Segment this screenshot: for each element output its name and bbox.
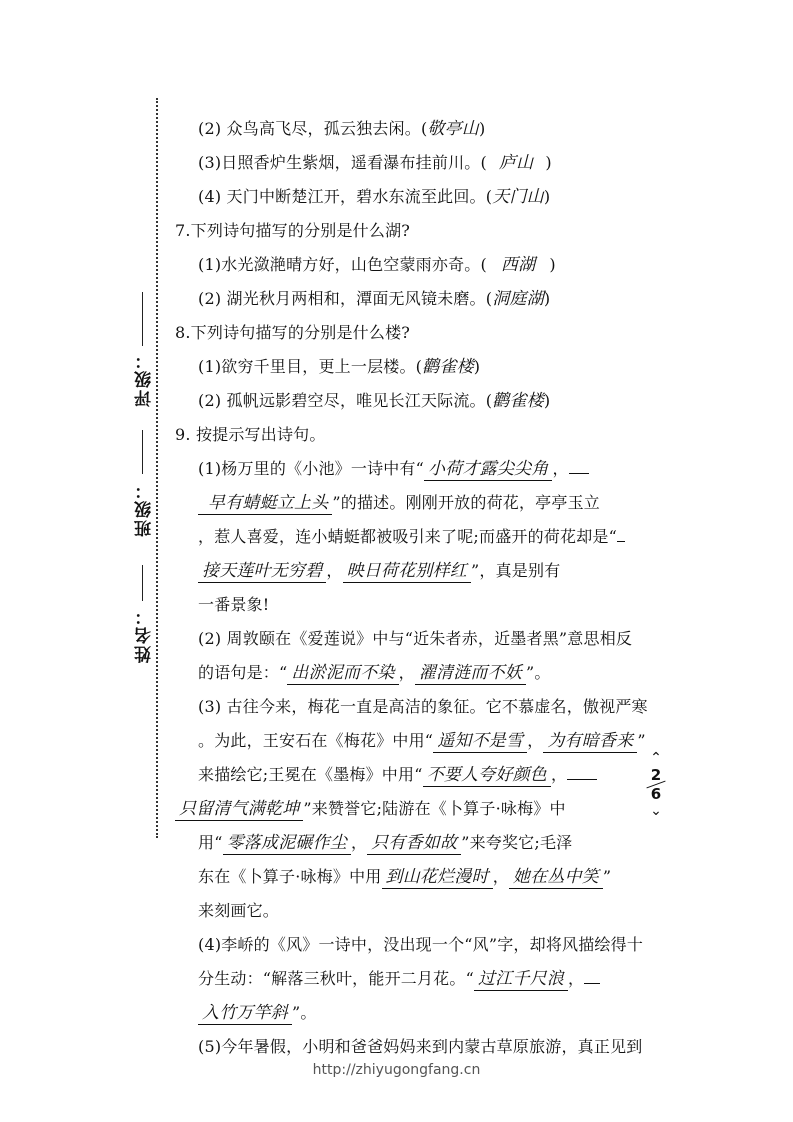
footer-url[interactable]: http://zhiyugongfang.cn <box>312 1062 481 1078</box>
q9-p5-line-1: (5)今年暑假，小明和爸爸妈妈来到内蒙古草原旅游，真正见到 <box>198 1037 643 1056</box>
q9-p2-line-1: (2) 周敦颐在《爱莲说》中与“近朱者赤，近墨者黑”意思相反 <box>198 629 633 648</box>
q9-p1-line-4: 接天莲叶无穷碧 ， 映日荷花别样红 ”，真是别有 <box>175 554 650 588</box>
q9-p1-line-2: 早有蜻蜓立上头 ”的描述。刚刚开放的荷花，亭亭玉立 <box>175 486 650 520</box>
grade-label: 评级： <box>135 350 155 407</box>
q6-answer-3: 庐山 <box>498 153 534 173</box>
q9-answer-12: 只有香如故 <box>367 833 461 855</box>
q9-answer-5: 出淤泥而不染 <box>287 663 398 685</box>
q9-p1-line-3: ，惹人喜爱，连小蜻蜓都被吸引来了呢;而盛开的荷花却是“ <box>175 520 650 554</box>
chevron-down-icon[interactable]: ⌄ <box>650 803 662 819</box>
q7-title: 7.下列诗句描写的分别是什么湖? <box>175 221 411 240</box>
q9-p3-line-5: 用“ 零落成泥碾作尘 ， 只有香如故 ”来夸奖它;毛泽 <box>198 833 573 853</box>
page-total: 6 <box>650 785 662 803</box>
q9-title: 9. 按提示写出诗句。 <box>175 425 326 444</box>
q6-answer-4: 天门山 <box>492 187 544 207</box>
q6-line-3: (3)日照香炉生紫烟，遥看瀑布挂前川。( 庐山 ) <box>198 153 552 173</box>
page-current: 2 <box>650 766 662 784</box>
q9-answer-8: 为有暗香来 <box>543 731 637 753</box>
page-indicator <box>645 750 667 819</box>
q9-p2-line-2: 的语句是：“ 出淤泥而不染 ， 濯清涟而不妖 ”。 <box>198 663 551 683</box>
q6-line-4: (4) 天门中断楚江开，碧水东流至此回。(天门山) <box>198 187 551 207</box>
q9-answer-13: 到山花烂漫时 <box>382 867 493 889</box>
q9-p1-line-5: 一番景象! <box>198 595 270 614</box>
q7-line-1: (1)水光潋滟晴方好，山色空蒙雨亦奇。( 西湖 ) <box>198 255 556 275</box>
q6-answer-2: 敬亭山 <box>427 119 480 139</box>
q9-p3-line-1: (3) 古往今来，梅花一直是高洁的象征。它不慕虚名，傲视严寒 <box>198 697 648 716</box>
q9-answer-6: 濯清涟而不妖 <box>415 663 526 685</box>
q9-answer-14: 她在丛中笑 <box>509 867 603 889</box>
q9-answer-7: 遥知不是雪 <box>433 731 527 753</box>
q6-line-2: (2) 众鸟高飞尽，孤云独去闲。(敬亭山) <box>198 119 486 139</box>
class-label: 班级： <box>135 480 155 537</box>
q9-p4-line-2: 分生动：“解落三秋叶，能开二月花。“ 过江千尺浪 ， <box>175 962 650 996</box>
q9-answer-16: 入竹万竿斜 <box>198 1003 292 1025</box>
q9-answer-4: 映日荷花别样红 <box>343 561 471 583</box>
name-label: 姓名： <box>135 606 155 663</box>
question-content <box>175 112 650 1064</box>
q7-answer-2: 洞庭湖 <box>492 289 544 309</box>
q7-line-2: (2) 湖光秋月两相和，潭面无风镜未磨。(洞庭湖) <box>198 289 551 309</box>
q9-answer-9: 不要人夸好颜色 <box>423 765 551 787</box>
q8-answer-1: 鹳雀楼 <box>422 357 474 377</box>
class-blank <box>142 430 143 474</box>
q8-line-2: (2) 孤帆远影碧空尽，唯见长江天际流。(鹳雀楼) <box>198 391 551 411</box>
q9-answer-1: 小荷才露尖尖角 <box>424 459 552 481</box>
q9-p4-line-3: 入竹万竿斜 ”。 <box>175 996 650 1030</box>
q9-p3-line-2: 。为此，王安石在《梅花》中用“ 遥知不是雪 ， 为有暗香来 ” <box>198 731 646 751</box>
q8-answer-2: 鹳雀楼 <box>492 391 544 411</box>
q9-answer-3: 接天莲叶无穷碧 <box>198 561 326 583</box>
q9-p3-line-3: 来描绘它;王冕在《墨梅》中用“ 不要人夸好颜色 ， <box>175 758 650 792</box>
name-blank <box>142 565 143 601</box>
q9-answer-15: 过江千尺浪 <box>474 969 568 991</box>
q7-answer-1: 西湖 <box>500 255 536 275</box>
q9-answer-10: 只留清气满乾坤 <box>175 799 303 821</box>
q9-answer-11: 零落成泥碾作尘 <box>223 833 351 855</box>
margin-dotted-line <box>156 98 158 838</box>
q8-line-1: (1)欲穷千里目，更上一层楼。(鹳雀楼) <box>198 357 481 377</box>
q9-p3-line-6: 东在《卜算子·咏梅》中用 到山花烂漫时 ， 她在丛中笑 ” <box>198 867 612 887</box>
q9-p1-line-1: (1)杨万里的《小池》一诗中有“ 小荷才露尖尖角 ， <box>175 452 650 486</box>
grade-blank <box>142 292 143 346</box>
q9-p3-line-4: 只留清气满乾坤 ”来赞誉它;陆游在《卜算子·咏梅》中 <box>175 792 650 826</box>
q9-p4-line-1: (4)李峤的《风》一诗中，没出现一个“风”字，却将风描绘得十 <box>198 935 644 954</box>
q9-p3-line-7: 来刻画它。 <box>198 901 280 920</box>
chevron-up-icon[interactable]: ⌃ <box>650 750 662 766</box>
q9-answer-2: 早有蜻蜓立上头 <box>198 493 332 515</box>
q8-title: 8.下列诗句描写的分别是什么楼? <box>175 323 411 342</box>
